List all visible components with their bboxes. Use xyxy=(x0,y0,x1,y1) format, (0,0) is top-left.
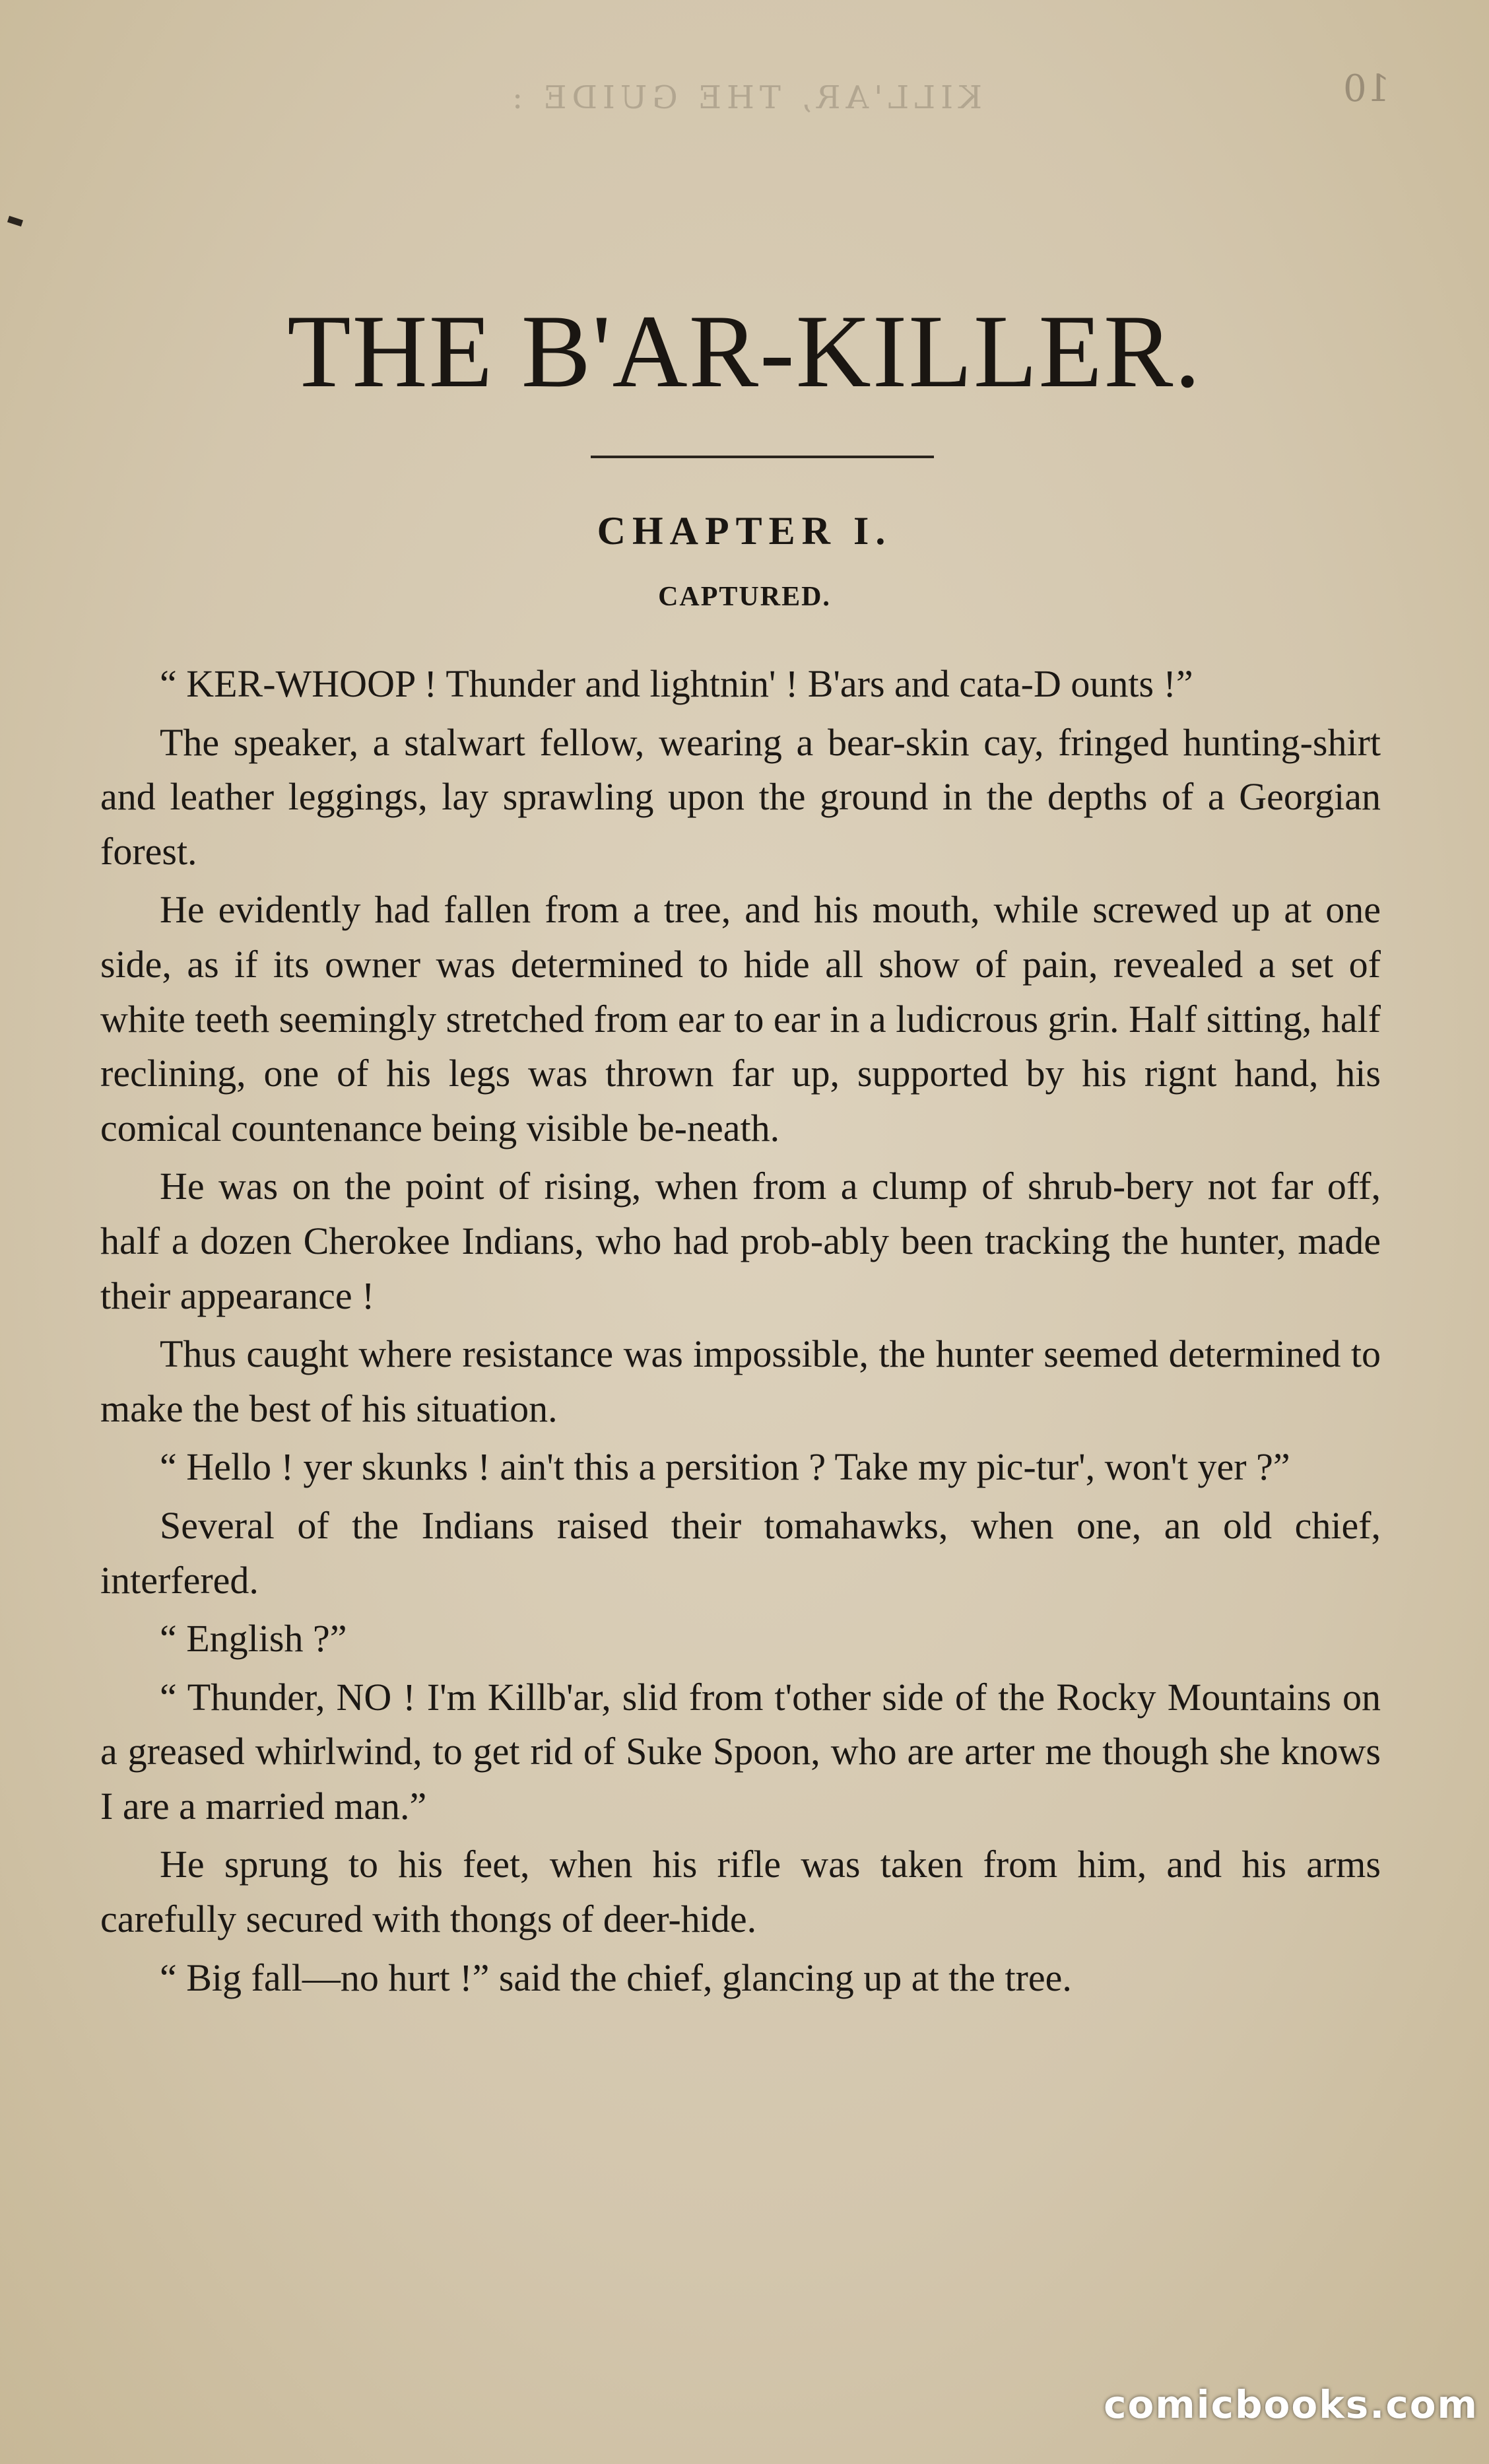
chapter-subtitle: CAPTURED. xyxy=(658,582,831,612)
title-rule xyxy=(591,456,934,458)
paragraph: He sprung to his feet, when his rifle was taken from him, and his arms carefully secured with thongs of deer-hide. xyxy=(100,1843,1381,1941)
paragraph: “ Big fall—no hurt !” said the chief, glancing up at the tree. xyxy=(160,1956,1072,1999)
chapter-text xyxy=(100,657,1381,2009)
paragraph: “ Thunder, NO ! I'm Killb'ar, slid from t'other side of the Rocky Mountains on a greased whirlwind, to get rid of Suke Spoon, who are arter me though she knows I are a married man.” xyxy=(100,1675,1381,1828)
margin-mark xyxy=(7,216,23,226)
bleed-through-running-head: KILL'AR, THE GUIDE : xyxy=(507,79,982,116)
paragraph: “ KER-WHOOP ! Thunder and lightnin' ! B'ars and cata-​D ounts !” xyxy=(160,662,1193,705)
paragraph: The speaker, a stalwart fellow, wearing a bear-skin ca​y, fringed hunting-shirt and leather leggings, lay sprawling upo​n the ground in the depths of a Georgian forest. xyxy=(100,720,1381,873)
paragraph: “ English ?” xyxy=(160,1617,347,1660)
paragraph: “ Hello ! yer skunks ! ain't this a persition ? Take my pic-tur', won't yer ?” xyxy=(160,1445,1290,1489)
paragraph: Several of the Indians raised their tomahawks, when one, an old chief, interfered. xyxy=(100,1503,1381,1602)
site-watermark: comicbooks.com xyxy=(1104,2382,1478,2427)
page-number: 10 xyxy=(1343,67,1391,110)
paragraph: Thus caught where resistance was impossible, the hunter seemed determined to make the best of his situation. xyxy=(100,1332,1381,1430)
paragraph: He was on the point of rising, when from a clump of shrub-bery not far off, half a dozen Cherokee Indians, who had prob-ably been tracking the hunter, made their appearance ! xyxy=(100,1165,1381,1317)
paragraph: He evidently had fallen from a tree, and his mouth, while screwed up at one side, as if its owner was determined to hide all show of pain, revealed a set of white teeth seemingly stretched from ear to ear in a ludicrous grin. Half sitting, half reclining, one of his legs was thrown far up, supported by his rignt hand, his comical countenance being visible be-neath. xyxy=(100,888,1381,1149)
chapter-heading: CHAPTER I. xyxy=(597,509,892,553)
book-title: THE B'AR-KILLER. xyxy=(287,294,1202,409)
